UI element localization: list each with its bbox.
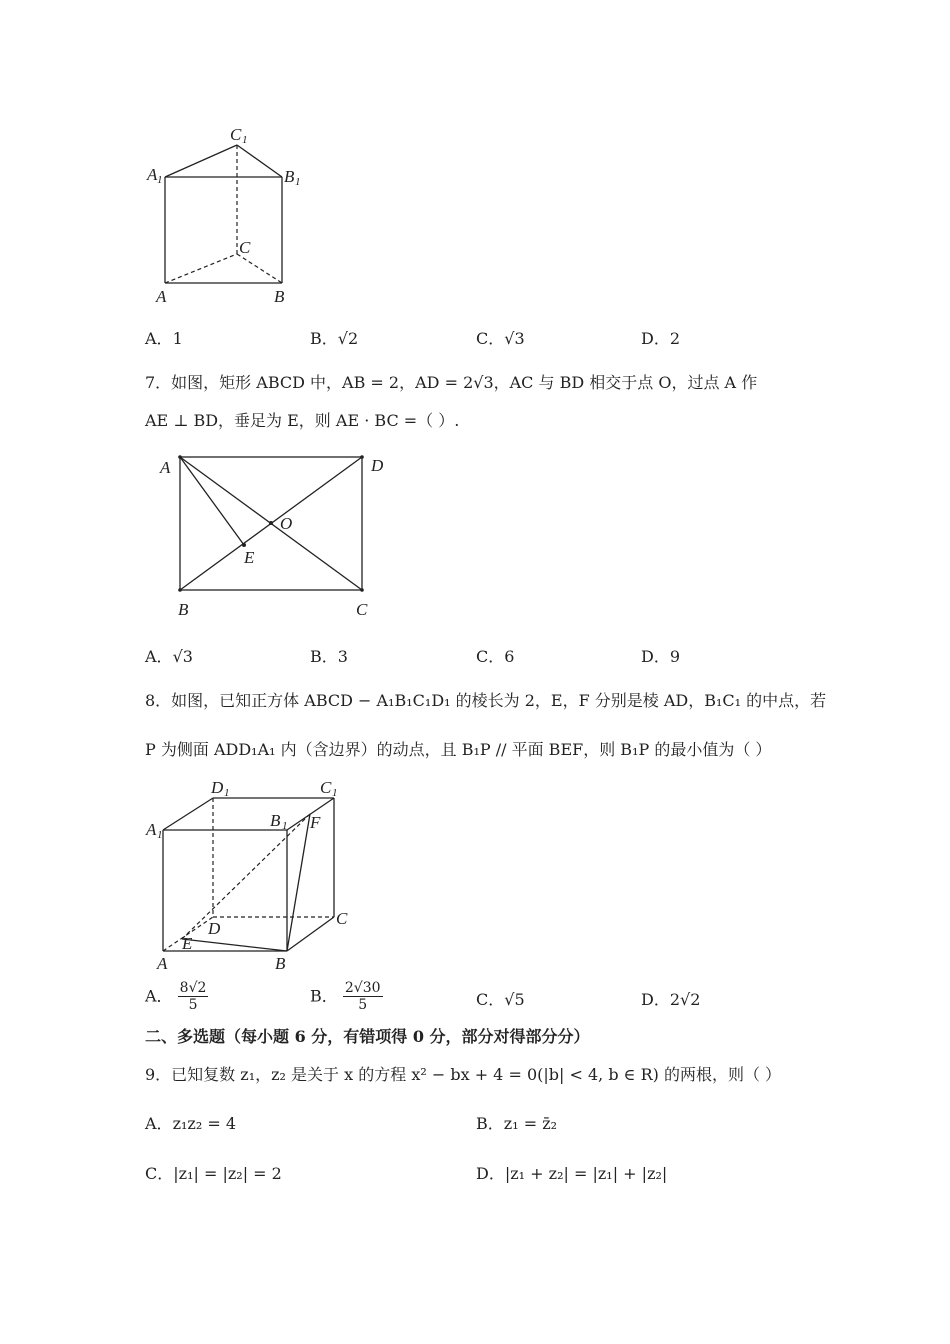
- label-B: B: [178, 600, 189, 619]
- svg-text:1: 1: [157, 829, 163, 841]
- q6-option-d[interactable]: D．2: [641, 329, 681, 348]
- label-A1: A: [147, 165, 158, 184]
- q9-option-b[interactable]: B．z₁ = z̄₂: [476, 1114, 558, 1133]
- label-C: C: [239, 238, 251, 257]
- q7-option-b[interactable]: B．3: [310, 647, 348, 666]
- label-A: A: [160, 458, 171, 477]
- svg-text:1: 1: [295, 176, 301, 188]
- q9-option-d[interactable]: D．|z₁ + z₂| = |z₁| + |z₂|: [476, 1164, 668, 1183]
- q6-option-a[interactable]: A．1: [145, 329, 183, 348]
- q6-option-b[interactable]: B．√2: [310, 329, 359, 348]
- label-E: E: [244, 548, 255, 567]
- q8-option-d[interactable]: D．2√2: [641, 990, 701, 1009]
- label-C: C: [336, 909, 348, 928]
- label-C1: C: [320, 778, 332, 797]
- q8-option-b[interactable]: B． $\frac{2√30}{5}$: [310, 980, 381, 1013]
- label-E: E: [182, 934, 193, 953]
- q7-option-c[interactable]: C．6: [476, 647, 515, 666]
- q8-stem-line2: P 为侧面 ADD₁A₁ 内（含边界）的动点，且 B₁P // 平面 BEF，则 B₁P 的最小值为（ ）: [145, 740, 772, 759]
- label-D1: D: [211, 778, 224, 797]
- svg-text:1: 1: [282, 820, 288, 832]
- q9-stem: 9．已知复数 z₁，z₂ 是关于 x 的方程 x² − bx + 4 = 0(|b| < 4, b ∈ R) 的两根，则（ ）: [145, 1065, 782, 1084]
- label-A: A: [157, 954, 168, 973]
- label-B1: B: [270, 811, 281, 830]
- svg-text:1: 1: [332, 787, 338, 799]
- label-C1: C: [230, 125, 242, 144]
- label-B: B: [274, 287, 285, 306]
- q9-option-a[interactable]: A．z₁z₂ = 4: [145, 1114, 237, 1133]
- q9-option-c[interactable]: C．|z₁| = |z₂| = 2: [145, 1164, 282, 1183]
- label-O: O: [280, 514, 293, 533]
- q8-stem-line1: 8．如图，已知正方体 ABCD − A₁B₁C₁D₁ 的棱长为 2，E，F 分别是棱 AD，B₁C₁ 的中点，若: [145, 691, 827, 710]
- label-D: D: [208, 919, 221, 938]
- q7-stem-line2: AE ⊥ BD，垂足为 E，则 AE · BC =（ ）.: [145, 411, 460, 430]
- label-B: B: [275, 954, 286, 973]
- q7-option-a[interactable]: A．√3: [145, 647, 193, 666]
- fraction: $\frac{2√30}{5}$: [344, 980, 381, 1013]
- svg-text:1: 1: [157, 174, 163, 186]
- label-D: D: [371, 456, 384, 475]
- label-F: F: [310, 813, 321, 832]
- rectangle-figure: [150, 445, 400, 625]
- prism-figure: [140, 120, 310, 310]
- fraction: $\frac{8√2}{5}$: [179, 980, 207, 1013]
- q8-option-a[interactable]: A． $\frac{8√2}{5}$: [145, 980, 207, 1013]
- label-C: C: [356, 600, 368, 619]
- section-heading: 二、多选题（每小题 6 分，有错项得 0 分，部分对得部分分）: [145, 1027, 590, 1046]
- q6-option-c[interactable]: C．√3: [476, 329, 525, 348]
- label-A: A: [156, 287, 167, 306]
- label-B1: B: [284, 167, 295, 186]
- label-A1: A: [146, 820, 157, 839]
- svg-text:1: 1: [224, 787, 230, 799]
- q7-option-d[interactable]: D．9: [641, 647, 681, 666]
- q8-option-c[interactable]: C．√5: [476, 990, 525, 1009]
- q7-stem-line1: 7．如图，矩形 ABCD 中，AB = 2，AD = 2√3，AC 与 BD 相交于点 O，过点 A 作: [145, 373, 758, 392]
- svg-text:1: 1: [242, 134, 248, 146]
- cube-figure: [140, 775, 370, 975]
